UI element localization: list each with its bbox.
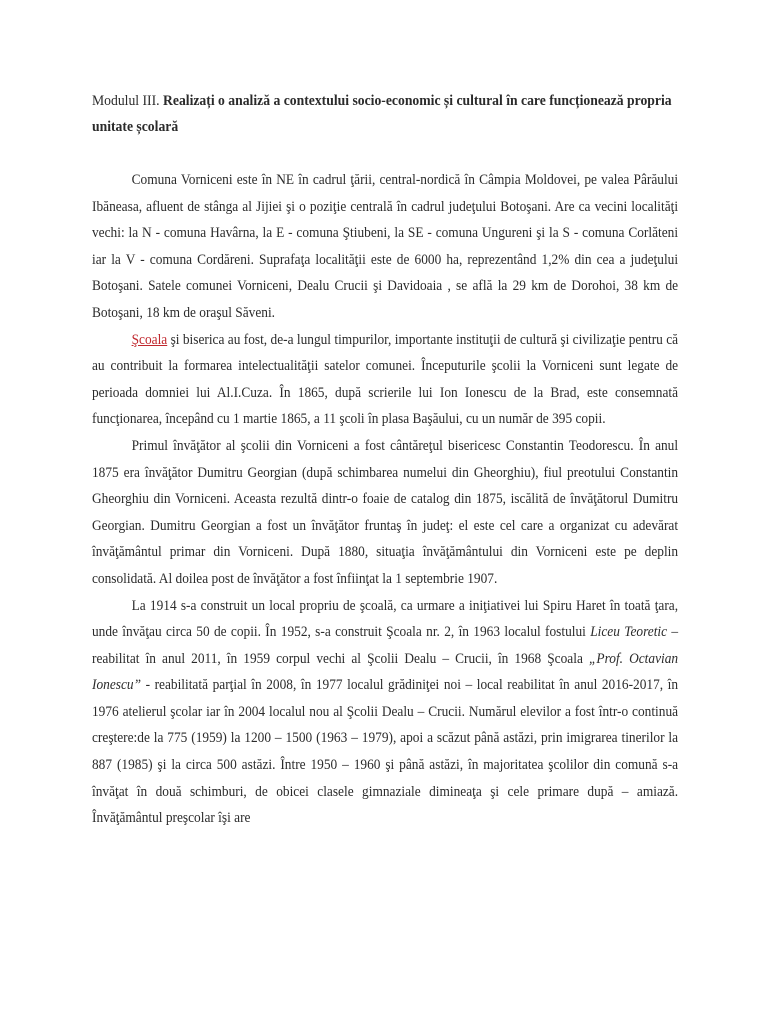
paragraph-buildings xyxy=(92,593,678,832)
paragraph-location: Comuna Vorniceni este în NE în cadrul ţării, central-nordică în Câmpia Moldovei, pe valea Pârăului Ibăneasa, afluent de stânga al Jijiei şi o poziţie centrală în cadrul judeţului Botoşani. Are ca vecini localităţi vechi: la N - comuna Havârna, la E - comuna Ştiubeni, la SE - comuna Ungureni şi la S - comuna Corlăteni iar la V - comuna Cordăreni. Suprafaţa localităţii este de 6000 ha, reprezentând 1,2% din cea a judeţului Botoşani. Satele comunei Vorniceni, Dealu Crucii şi Davidoaia , se află la 29 km de Dorohoi, 38 km de Botoşani, 18 km de oraşul Săveni. xyxy=(92,171,679,321)
paragraph-school-history xyxy=(92,327,678,433)
module-heading xyxy=(92,88,678,140)
paragraph-buildings-text-b: – reabilitat în anul 2011, în 1959 corpul vechi al Şcolii Dealu – Crucii, în 1968 Şcoala xyxy=(92,623,679,667)
liceu-teoretic-italic: Liceu Teoretic xyxy=(590,623,668,641)
module-label: Modulul III. xyxy=(92,92,160,109)
octavian-ionescu-italic: „Prof. Octavian Ionescu” xyxy=(92,649,679,694)
document-page xyxy=(92,88,678,832)
paragraph-first-teacher: Primul învăţător al şcolii din Vorniceni a fost cântăreţul bisericesc Constantin Teodorescu. În anul 1875 era învăţător Dumitru Georgian (după schimbarea numelui din Gheorghiu), fiul preotului Constantin Gheorghiu din Vorniceni. Aceasta rezultă dintr-o foaie de catalog din 1875, iscălită de învăţătorul Dumitru Georgian. Dumitru Georgian a fost un învăţător fruntaş în judeţ: el este cel care a organizat cu adevărat învăţământul primar din Vorniceni. După 1880, situaţia învăţământului din Vorniceni este pe deplin consolidată. Al doilea post de învăţător a fost înfiinţat la 1 septembrie 1907. xyxy=(92,436,679,587)
scoala-link[interactable]: Şcoala xyxy=(131,330,168,348)
document-body xyxy=(92,167,678,832)
paragraph-buildings-text-a: La 1914 s-a construit un local propriu de şcoală, ca urmare a iniţiativei lui Spiru Haret în toată ţara, unde învăţau circa 50 de copii. În 1952, s-a construit Şcoala nr. 2, în 1963 localul fostului xyxy=(92,596,679,641)
paragraph-buildings-text-c: - reabilitată parţial în 2008, în 1977 localul grădiniţei noi – local reabilitat în anul 2016-2017, în 1976 atelierul şcolar iar în 2004 localul nou al Şcolii Dealu – Crucii. Numărul elevilor a fost într-o continuă creştere:de la 775 (1959) la 1200 – 1500 (1963 – 1979), apoi a scăzut până astăzi, prin imigrarea tinerilor la 887 (1985) şi la circa 500 astăzi. Între 1950 – 1960 şi până astăzi, în majoritatea şcolilor din comună s-a învăţat în două schimburi, de obicei clasele gimnaziale dimineaţa şi cele primare după – amiază. Învăţământul preşcolar îşi are xyxy=(92,676,679,827)
module-title: Realizați o analiză a contextului socio-economic și cultural în care funcționează propria unitate școlară xyxy=(92,92,672,135)
paragraph-school-history-text: şi biserica au fost, de-a lungul timpurilor, importante instituţii de cultură şi civilizaţie pentru că au contribuit la formarea intelectualităţii satelor comunei. Începuturile şcolii la Vorniceni sunt legate de perioada domniei lui Al.I.Cuza. În 1865, după scrierile lui Ion Ionescu de la Brad, este consemnată funcţionarea, începând cu 1 martie 1865, a 11 şcoli în plasa Başăului, cu un număr de 395 copii. xyxy=(92,330,679,428)
